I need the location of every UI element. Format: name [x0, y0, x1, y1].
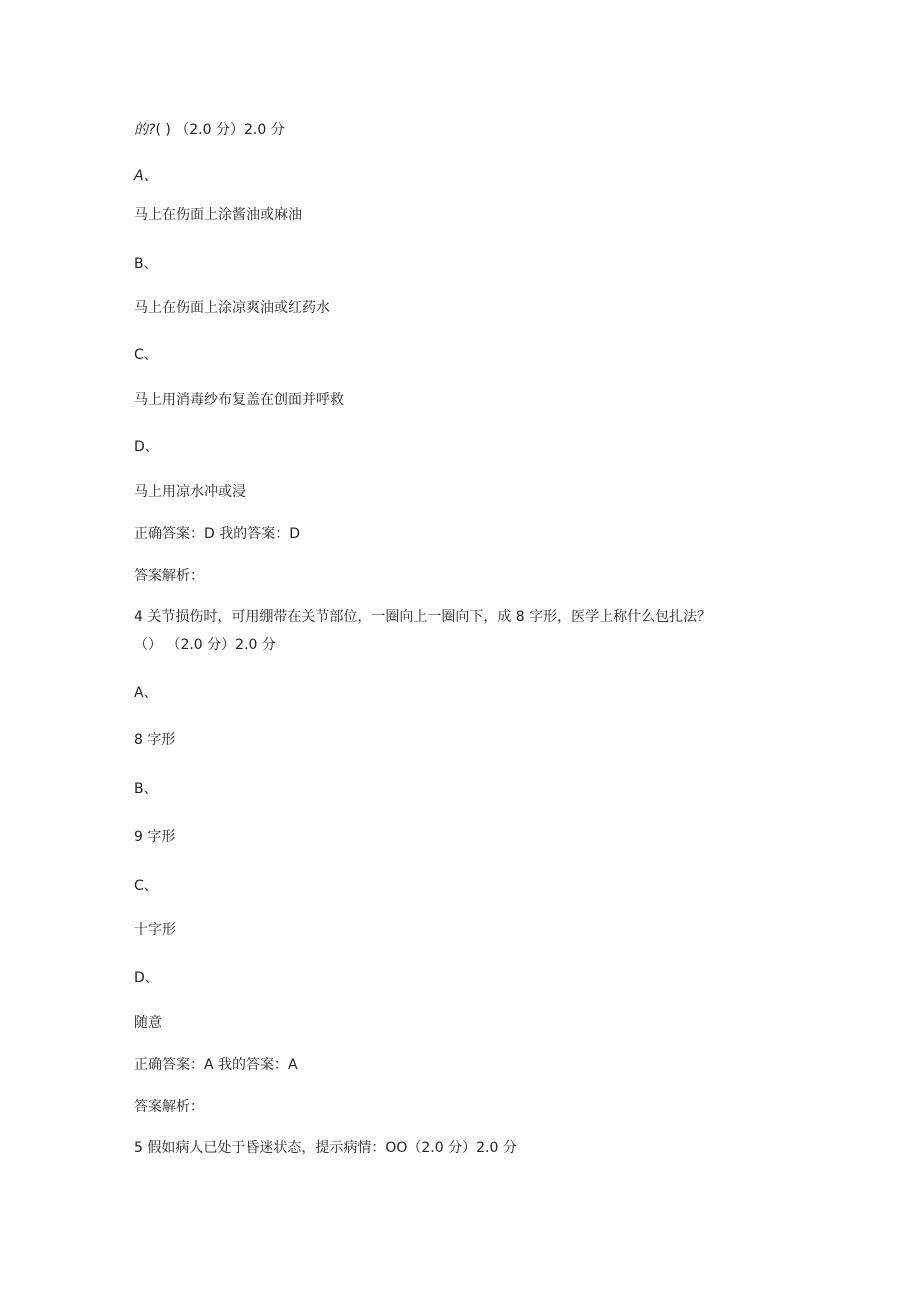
- question-3-answer: 正确答案：D 我的答案：D: [134, 526, 301, 542]
- question-4-analysis-label: 答案解析：: [134, 1099, 204, 1115]
- question-3-option-c-letter: C、: [134, 347, 158, 363]
- question-3-option-d-text: 马上用凉水冲或浸: [134, 484, 246, 500]
- question-4-option-d-text: 随意: [134, 1015, 162, 1031]
- question-4-option-a-text: 8 字形: [134, 732, 176, 748]
- question-3-option-d-letter: D、: [134, 439, 159, 455]
- question-3-stem-tail-italic: 的?: [134, 122, 156, 138]
- question-3-option-c-text: 马上用消毒纱布复盖在创面并呼救: [134, 392, 344, 408]
- question-4-stem-line-2: （） （2.0 分）2.0 分: [134, 637, 276, 653]
- question-4-option-d-letter: D、: [134, 970, 159, 986]
- question-3-analysis-label: 答案解析：: [134, 568, 204, 584]
- question-5-stem: 5 假如病人已处于昏迷状态，提示病情：OO（2.0 分）2.0 分: [134, 1140, 517, 1156]
- question-4-option-c-letter: C、: [134, 878, 158, 894]
- question-3-option-a-letter: A、: [134, 168, 158, 184]
- question-3-option-b-letter: B、: [134, 256, 158, 272]
- question-3-stem-tail: [134, 120, 285, 140]
- question-4-option-a-letter: A、: [134, 685, 158, 701]
- question-4-option-c-text: 十字形: [134, 922, 176, 938]
- question-4-answer: 正确答案：A 我的答案：A: [134, 1057, 298, 1073]
- question-3-option-b-text: 马上在伤面上涂凉爽油或红药水: [134, 300, 330, 316]
- question-4-option-b-letter: B、: [134, 781, 158, 797]
- question-3-option-a-text: 马上在伤面上涂酱油或麻油: [134, 207, 302, 223]
- question-3-stem-tail-score: ( ) （2.0 分）2.0 分: [155, 122, 285, 138]
- question-4-stem-line-1: 4 关节损伤时，可用绷带在关节部位，一圈向上一圈向下，成 8 字形，医学上称什么包扎法？: [134, 609, 712, 625]
- question-4-option-b-text: 9 字形: [134, 829, 176, 845]
